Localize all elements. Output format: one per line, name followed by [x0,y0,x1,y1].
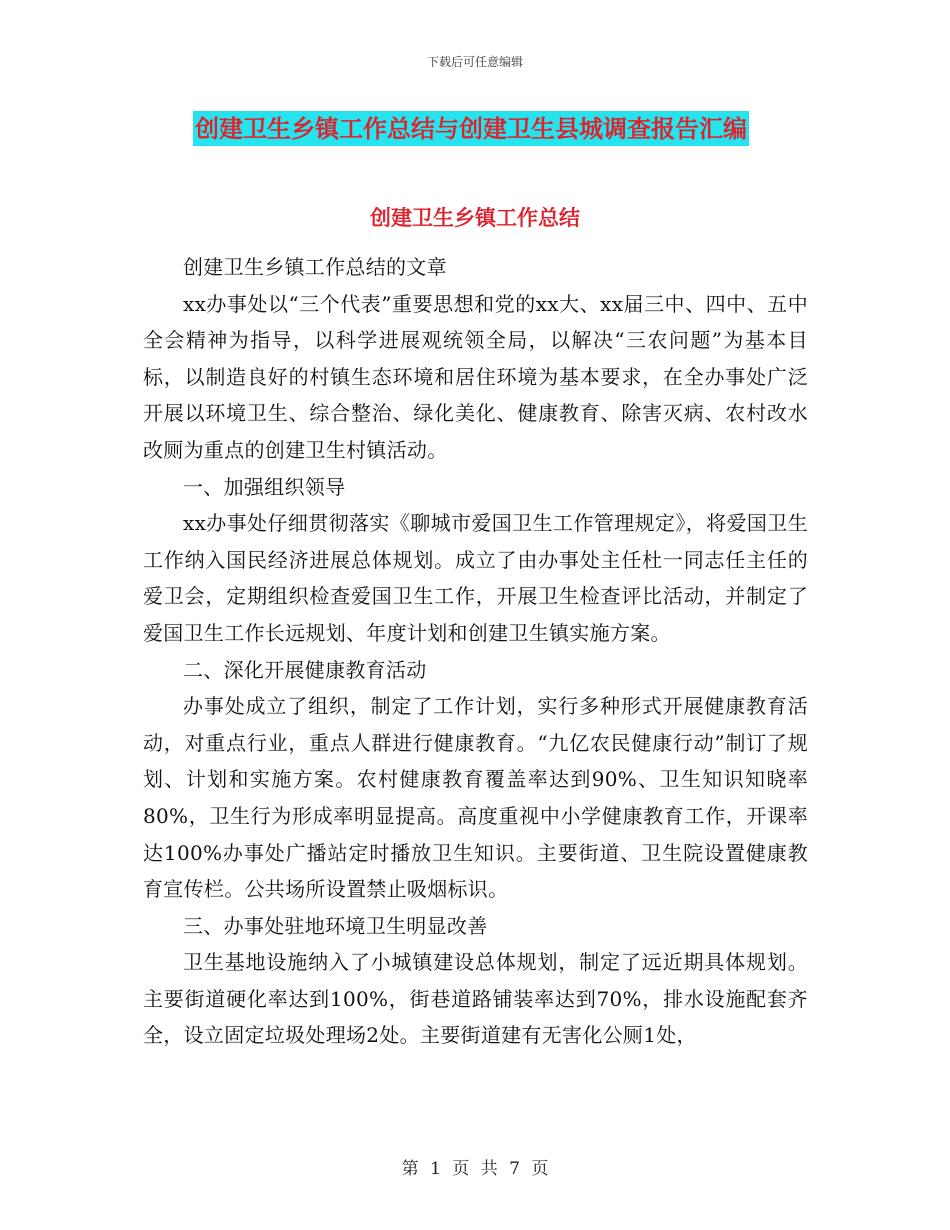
paragraph-intro: 创建卫生乡镇工作总结的文章 [183,255,447,279]
paragraph-environment: 卫生基地设施纳入了小城镇建设总体规划，制定了远近期具体规划。主要街道硬化率达到100%，街巷道路铺装率达到70%，排水设施配套齐全，设立固定垃圾处理场2处。主要街道建有无害化公厕1处， [143,950,808,1048]
section-title: 创建卫生乡镇工作总结 [370,205,580,230]
paragraph-overview: xx办事处以“三个代表”重要思想和党的xx大、xx届三中、四中、五中全会精神为指导，以科学进展观统领全局，以解决“三农问题”为基本目标，以制造良好的村镇生态环境和居住环境为基本要求，在全办事处广泛开展以环境卫生、综合整治、绿化美化、健康教育、除害灭病、农村改水改厕为重点的创建卫生村镇活动。 [143,291,808,462]
paragraph-organization: xx办事处仔细贯彻落实《聊城市爱国卫生工作管理规定》，将爱国卫生工作纳入国民经济进展总体规划。成立了由办事处主任杜一同志任主任的爱卫会，定期组织检查爱国卫生工作，开展卫生检查评比活动，并制定了爱国卫生工作长远规划、年度计划和创建卫生镇实施方案。 [143,511,808,645]
heading-health-education: 二、深化开展健康教育活动 [183,657,427,682]
paragraph-health-education: 办事处成立了组织，制定了工作计划，实行多种形式开展健康教育活动，对重点行业，重点人群进行健康教育。“九亿农民健康行动”制订了规划、计划和实施方案。农村健康教育覆盖率达到90%、卫生知识知晓率80%，卫生行为形成率明显提高。高度重视中小学健康教育工作，开课率达100%办事处广播站定时播放卫生知识。主要街道、卫生院设置健康教育宣传栏。公共场所设置禁止吸烟标识。 [143,694,808,902]
header-note: 下载后可任意编辑 [426,55,523,69]
heading-environment: 三、办事处驻地环境卫生明显改善 [183,913,488,938]
heading-organization: 一、加强组织领导 [183,474,346,499]
page-footer: 第 1 页 共 7 页 [401,1159,549,1179]
main-title: 创建卫生乡镇工作总结与创建卫生县城调查报告汇编 [193,111,749,146]
document-body [143,249,808,1054]
